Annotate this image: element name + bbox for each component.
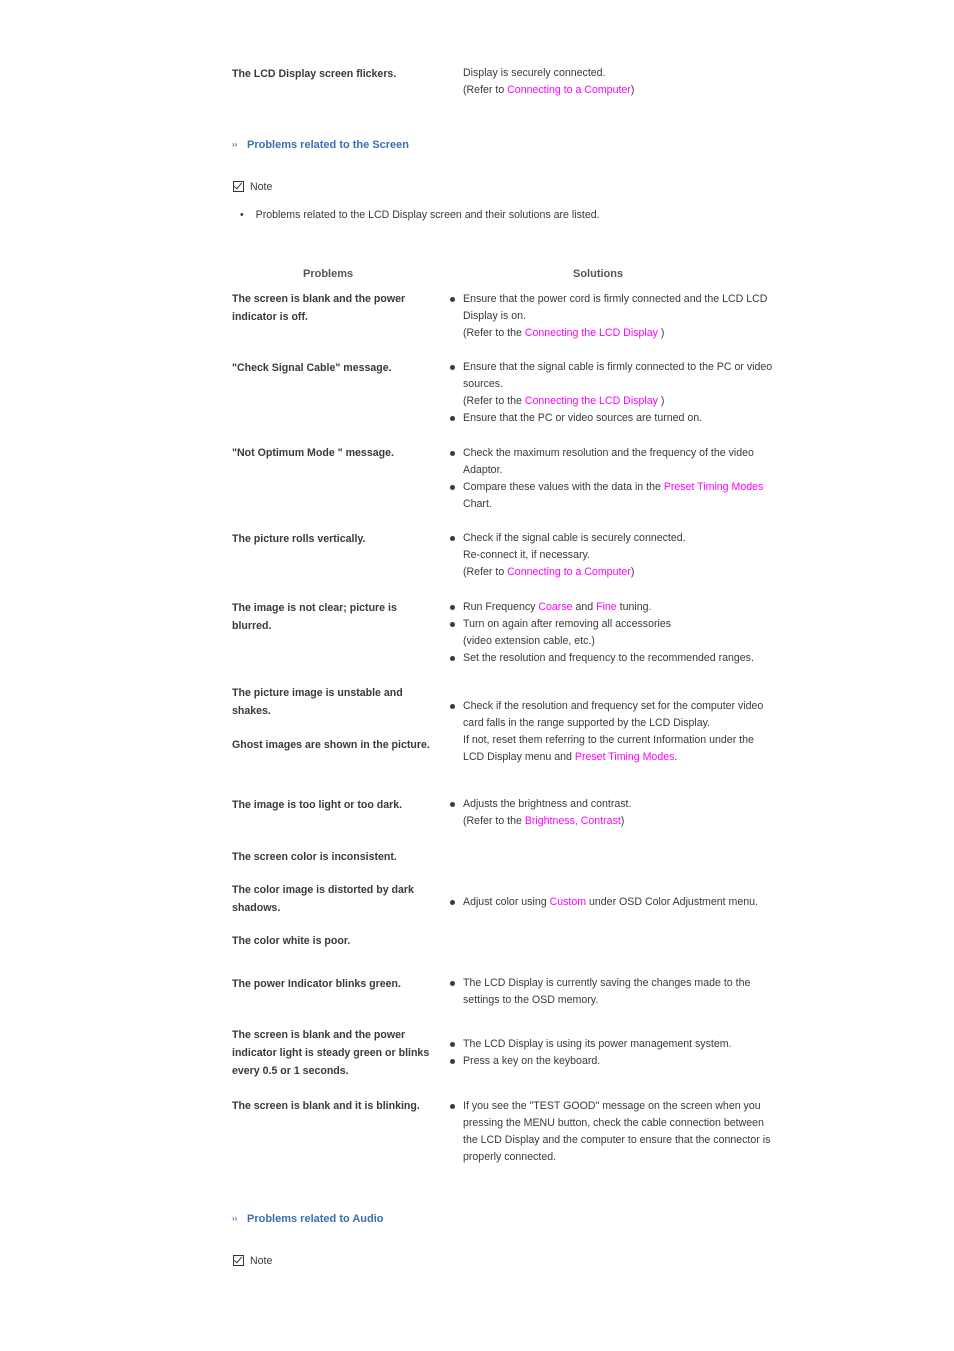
solution-steady-green xyxy=(463,1036,775,1070)
solution-blank-blinking xyxy=(463,1098,775,1166)
bullet-icon: • xyxy=(240,209,244,221)
list-item: Press a key on the keyboard. xyxy=(463,1053,775,1070)
problem-screen-flickers: The LCD Display screen flickers. xyxy=(232,68,397,80)
list-item: Compare these values with the data in the Preset Timing Modes Chart. xyxy=(463,479,775,513)
checkbox-icon xyxy=(233,1255,244,1266)
link-connecting-lcd[interactable]: Connecting the LCD Display xyxy=(524,327,658,339)
list-item: Ensure that the PC or video sources are turned on. xyxy=(463,410,775,427)
list-item: (Refer to Connecting to a Computer) xyxy=(463,566,635,578)
solution-rolls-vertically xyxy=(463,530,775,581)
list-item: (video extension cable, etc.) xyxy=(463,635,595,647)
list-item: Ensure that the signal cable is firmly connected to the PC or video sources. xyxy=(463,359,775,393)
note-bullet: • Problems related to the LCD Display screen and their solutions are listed. xyxy=(240,209,600,221)
problem-color-distorted: The color image is distorted by dark shadows. xyxy=(232,884,414,914)
link-preset-timing[interactable]: Preset Timing Modes xyxy=(574,751,675,763)
problem-white-poor: The color white is poor. xyxy=(232,935,351,947)
list-item: Set the resolution and frequency to the recommended ranges. xyxy=(463,650,775,667)
problem-blank-power-off: The screen is blank and the power indicator is off. xyxy=(232,293,406,323)
note-audio: Note xyxy=(233,1255,272,1267)
problem-blinks-green: The power Indicator blinks green. xyxy=(232,978,401,990)
link-custom[interactable]: Custom xyxy=(549,896,587,908)
solution-light-dark xyxy=(463,796,775,830)
link-fine[interactable]: Fine xyxy=(596,601,617,613)
list-item: Turn on again after removing all accessories xyxy=(463,616,775,633)
section-heading-audio: ›› Problems related to Audio xyxy=(232,1213,384,1225)
list-item: Adjusts the brightness and contrast. xyxy=(463,796,775,813)
problem-not-optimum: "Not Optimum Mode " message. xyxy=(232,447,394,459)
solution-text: Display is securely connected. xyxy=(463,67,606,79)
problem-check-signal: "Check Signal Cable" message. xyxy=(232,362,392,374)
list-item: If not, reset them referring to the current Information under the LCD Display menu and Preset Timing Modes. xyxy=(463,734,754,763)
problem-light-dark: The image is too light or too dark. xyxy=(232,799,403,811)
list-item: If you see the "TEST GOOD" message on the screen when you pressing the MENU button, check the cable connection between the LCD Display and the computer to ensure that the connector is properly connected. xyxy=(463,1098,775,1166)
header-problems: Problems xyxy=(303,268,354,280)
list-item: Adjust color using Custom under OSD Color Adjustment menu. xyxy=(463,894,775,911)
list-item: Run Frequency Coarse and Fine tuning. xyxy=(463,599,775,616)
link-connecting-to-computer[interactable]: Connecting to a Computer xyxy=(507,566,631,578)
problem-steady-green: The screen is blank and the power indicator light is steady green or blinks every 0.5 or 1 seconds. xyxy=(232,1029,430,1077)
list-item: (Refer to the Connecting the LCD Display ) xyxy=(463,327,665,339)
solution-blank-power-off xyxy=(463,291,775,342)
list-item: (Refer to the Connecting the LCD Display ) xyxy=(463,395,665,407)
list-item: The LCD Display is using its power management system. xyxy=(463,1036,775,1053)
link-coarse[interactable]: Coarse xyxy=(538,601,573,613)
solution-not-optimum xyxy=(463,445,775,513)
link-connecting-to-computer[interactable]: Connecting to a Computer xyxy=(507,84,631,96)
problem-color-inconsistent: The screen color is inconsistent. xyxy=(232,851,397,863)
checkbox-icon xyxy=(233,181,244,192)
double-chevron-icon: ›› xyxy=(232,1214,238,1223)
solution-not-clear xyxy=(463,599,775,667)
list-item: Check if the signal cable is securely connected. xyxy=(463,530,775,547)
problem-rolls-vertically: The picture rolls vertically. xyxy=(232,533,366,545)
header-solutions: Solutions xyxy=(573,268,624,280)
problem-unstable: The picture image is unstable and shakes. xyxy=(232,687,403,717)
solution-screen-flickers xyxy=(463,65,775,99)
note: Note xyxy=(233,181,272,193)
list-item: Ensure that the power cord is firmly connected and the LCD LCD Display is on. xyxy=(463,291,775,325)
link-brightness-contrast[interactable]: Brightness, Contrast xyxy=(524,815,621,827)
solution-ref: (Refer to Connecting to a Computer) xyxy=(463,84,635,96)
solution-unstable xyxy=(463,698,775,766)
problem-not-clear: The image is not clear; picture is blurred. xyxy=(232,602,397,632)
list-item: Check the maximum resolution and the frequency of the video Adaptor. xyxy=(463,445,775,479)
list-item: (Refer to the Brightness, Contrast) xyxy=(463,815,625,827)
section-heading-screen: ›› Problems related to the Screen xyxy=(232,139,409,151)
link-connecting-lcd[interactable]: Connecting the LCD Display xyxy=(524,395,658,407)
link-preset-timing[interactable]: Preset Timing Modes xyxy=(663,481,764,493)
list-item: The LCD Display is currently saving the changes made to the settings to the OSD memory. xyxy=(463,975,775,1009)
problem-ghost-images: Ghost images are shown in the picture. xyxy=(232,739,430,751)
double-chevron-icon: ›› xyxy=(232,140,238,149)
solution-check-signal xyxy=(463,359,775,427)
problem-blank-blinking: The screen is blank and it is blinking. xyxy=(232,1100,420,1112)
solution-color xyxy=(463,894,775,911)
list-item: Re-connect it, if necessary. xyxy=(463,549,590,561)
list-item: Check if the resolution and frequency set for the computer video card falls in the range supported by the LCD Display. xyxy=(463,698,775,732)
solution-blinks-green xyxy=(463,975,775,1009)
